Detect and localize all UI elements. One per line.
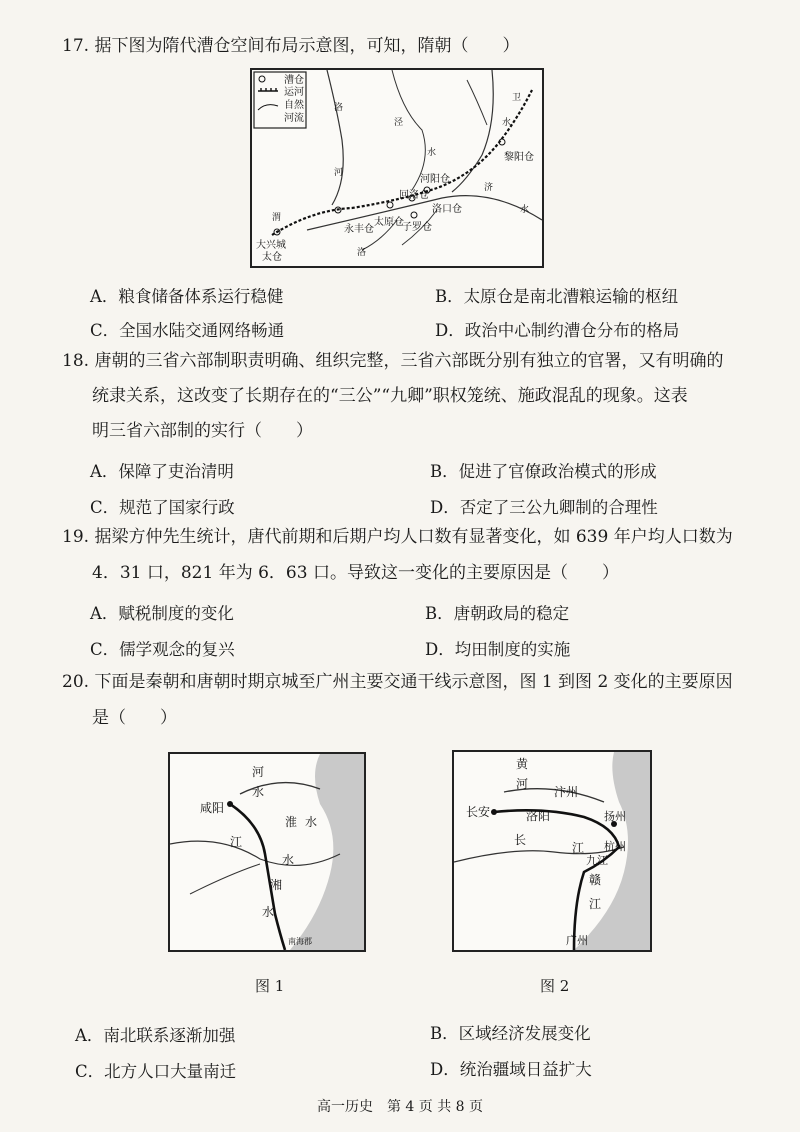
- q17-option-c: C．全国水陆交通网络畅通: [90, 321, 285, 340]
- question-17-stem: 17. 据下图为隋代漕仓空间布局示意图，可知，隋朝（ ）: [62, 36, 520, 56]
- q17-option-a: A．粮食储备体系运行稳健: [90, 287, 284, 306]
- q19-option-b: B．唐朝政局的稳定: [425, 604, 570, 623]
- svg-text:河: 河: [334, 168, 344, 178]
- svg-text:黎阳仓: 黎阳仓: [504, 152, 534, 163]
- svg-text:运河: 运河: [284, 87, 304, 98]
- svg-text:河阳仓: 河阳仓: [420, 174, 450, 185]
- svg-text:黄: 黄: [516, 757, 529, 771]
- svg-text:九江: 九江: [586, 854, 608, 867]
- question-19-line-2: 4．31 口，821 年为 6．63 口。导致这一变化的主要原因是（ ）: [92, 563, 619, 583]
- map-legend: [254, 72, 306, 128]
- question-18-line-1: 18. 唐朝的三省六部制职责明确、组织完整，三省六部既分别有独立的官署，又有明确的: [62, 351, 724, 371]
- q18-option-b: B．促进了官僚政治模式的形成: [430, 462, 657, 481]
- svg-text:济: 济: [484, 183, 494, 193]
- svg-text:南海郡: 南海郡: [288, 937, 312, 946]
- svg-text:水: 水: [502, 118, 512, 128]
- svg-text:永丰仓: 永丰仓: [344, 224, 374, 235]
- svg-text:赣: 赣: [589, 873, 602, 887]
- svg-text:太原仓: 太原仓: [374, 217, 404, 228]
- tang-route-map: [452, 750, 652, 952]
- svg-text:水: 水: [282, 853, 295, 867]
- svg-text:洛: 洛: [334, 103, 344, 113]
- svg-text:太仓: 太仓: [262, 252, 282, 263]
- sui-granary-map: [250, 68, 544, 268]
- svg-text:江: 江: [572, 841, 585, 855]
- svg-text:长安: 长安: [466, 805, 491, 819]
- svg-text:江: 江: [230, 835, 243, 849]
- svg-text:水: 水: [427, 148, 437, 158]
- svg-text:水: 水: [262, 905, 275, 919]
- svg-text:湘: 湘: [270, 878, 283, 892]
- q20-option-b: B．区域经济发展变化: [430, 1024, 591, 1043]
- figure-2-caption: 图 2: [540, 977, 570, 995]
- question-20-line-1: 20. 下面是秦朝和唐朝时期京城至广州主要交通干线示意图，图 1 到图 2 变化的主要原因: [62, 672, 733, 692]
- q20-option-a: A．南北联系逐渐加强: [75, 1026, 236, 1045]
- svg-text:咸阳: 咸阳: [200, 801, 225, 815]
- svg-text:汴州: 汴州: [554, 785, 579, 799]
- svg-text:淮: 淮: [285, 815, 298, 829]
- svg-text:洛: 洛: [357, 248, 367, 258]
- q19-option-a: A．赋税制度的变化: [90, 604, 234, 623]
- svg-text:水: 水: [252, 785, 265, 799]
- svg-text:卫: 卫: [512, 93, 522, 103]
- svg-text:水: 水: [305, 815, 318, 829]
- question-18-line-2: 统隶关系，这改变了长期存在的“三公”“九卿”职权笼统、施政混乱的现象。这表: [92, 386, 688, 406]
- svg-text:江: 江: [589, 897, 602, 911]
- figure-1-caption: 图 1: [255, 977, 285, 995]
- svg-text:扬州: 扬州: [604, 810, 626, 823]
- svg-text:漕仓: 漕仓: [284, 75, 304, 86]
- q18-option-a: A．保障了吏治清明: [90, 462, 234, 481]
- q20-option-c: C．北方人口大量南迁: [75, 1062, 237, 1081]
- q20-option-d: D．统治疆域日益扩大: [430, 1060, 592, 1079]
- svg-text:洛口仓: 洛口仓: [432, 204, 462, 215]
- q18-option-d: D．否定了三公九卿制的合理性: [430, 498, 658, 517]
- svg-text:长: 长: [514, 833, 527, 847]
- svg-text:河: 河: [252, 765, 265, 779]
- svg-text:自然: 自然: [284, 100, 304, 111]
- svg-text:渭: 渭: [272, 213, 282, 223]
- q19-option-d: D．均田制度的实施: [425, 640, 571, 659]
- svg-text:水: 水: [520, 205, 530, 215]
- q17-option-d: D．政治中心制约漕仓分布的格局: [435, 321, 680, 340]
- svg-text:河: 河: [516, 777, 529, 791]
- q18-option-c: C．规范了国家行政: [90, 498, 235, 517]
- question-19-line-1: 19. 据梁方仲先生统计，唐代前期和后期户均人口数有显著变化，如 639 年户均人口数为: [62, 527, 733, 547]
- q19-option-c: C．儒学观念的复兴: [90, 640, 235, 659]
- svg-text:河流: 河流: [284, 113, 304, 124]
- svg-text:回洛仓: 回洛仓: [399, 190, 429, 201]
- svg-text:泾: 泾: [394, 118, 404, 128]
- svg-text:子罗仓: 子罗仓: [402, 222, 432, 233]
- question-20-line-2: 是（ ）: [92, 708, 177, 728]
- qin-route-map: [168, 752, 366, 952]
- page-footer: 高一历史 第 4 页 共 8 页: [316, 1099, 484, 1115]
- svg-text:大兴城: 大兴城: [256, 240, 286, 251]
- q17-option-b: B．太原仓是南北漕粮运输的枢纽: [435, 287, 679, 306]
- svg-text:洛阳: 洛阳: [526, 809, 551, 823]
- svg-text:广州: 广州: [566, 934, 588, 947]
- question-18-line-3: 明三省六部制的实行（ ）: [92, 421, 313, 441]
- svg-text:杭州: 杭州: [604, 840, 626, 853]
